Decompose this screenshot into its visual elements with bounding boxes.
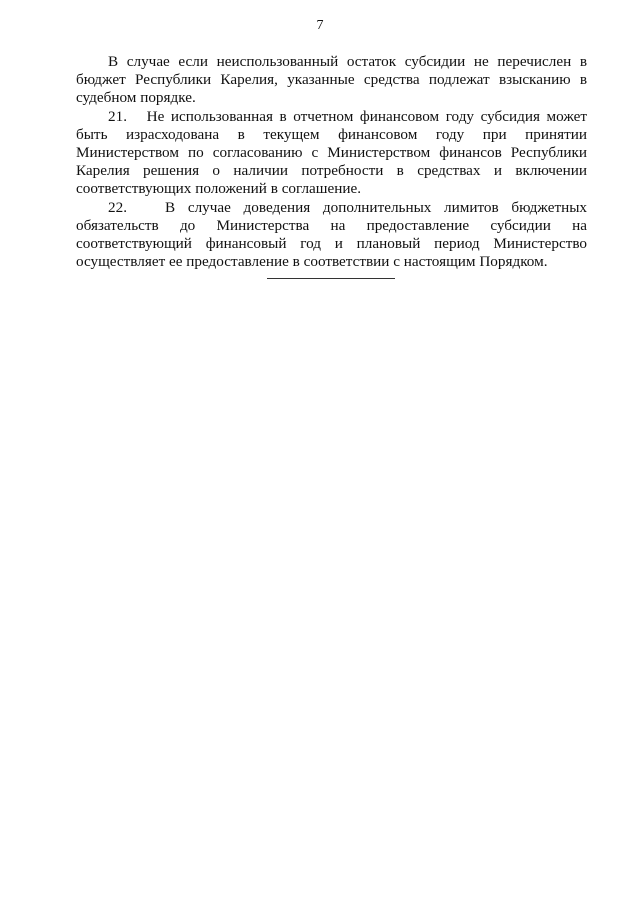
paragraph-22 — [76, 199, 587, 272]
paragraph-21 — [76, 108, 587, 199]
page-number: 7 — [316, 18, 324, 33]
document-body — [76, 53, 587, 271]
paragraph-text: В случае доведения дополнительных лимитов бюджетных обязательств до Министерства на предоставление субсидии на соответствующий финансовый год и плановый период Министерство осуществляет ее предоставление в соответствии с настоящим Порядком. — [76, 198, 588, 271]
paragraph-text: В случае если неиспользованный остаток субсидии не перечислен в бюджет Республики Карелия, указанные средства подлежат взысканию в судебном порядке. — [76, 53, 587, 107]
paragraph-number: 22. — [108, 198, 127, 216]
paragraph-unused-balance — [76, 53, 587, 108]
paragraph-text: Не использованная в отчетном финансовом году субсидия может быть израсходована в текущем финансовом году при принятии Министерством по согласованию с Министерством финансов Республики Карелия решения о наличии потребности в средствах и включении соответствующих положений в соглашение. — [76, 107, 587, 198]
paragraph-number: 21. — [108, 107, 127, 125]
end-of-document-rule — [267, 278, 395, 279]
